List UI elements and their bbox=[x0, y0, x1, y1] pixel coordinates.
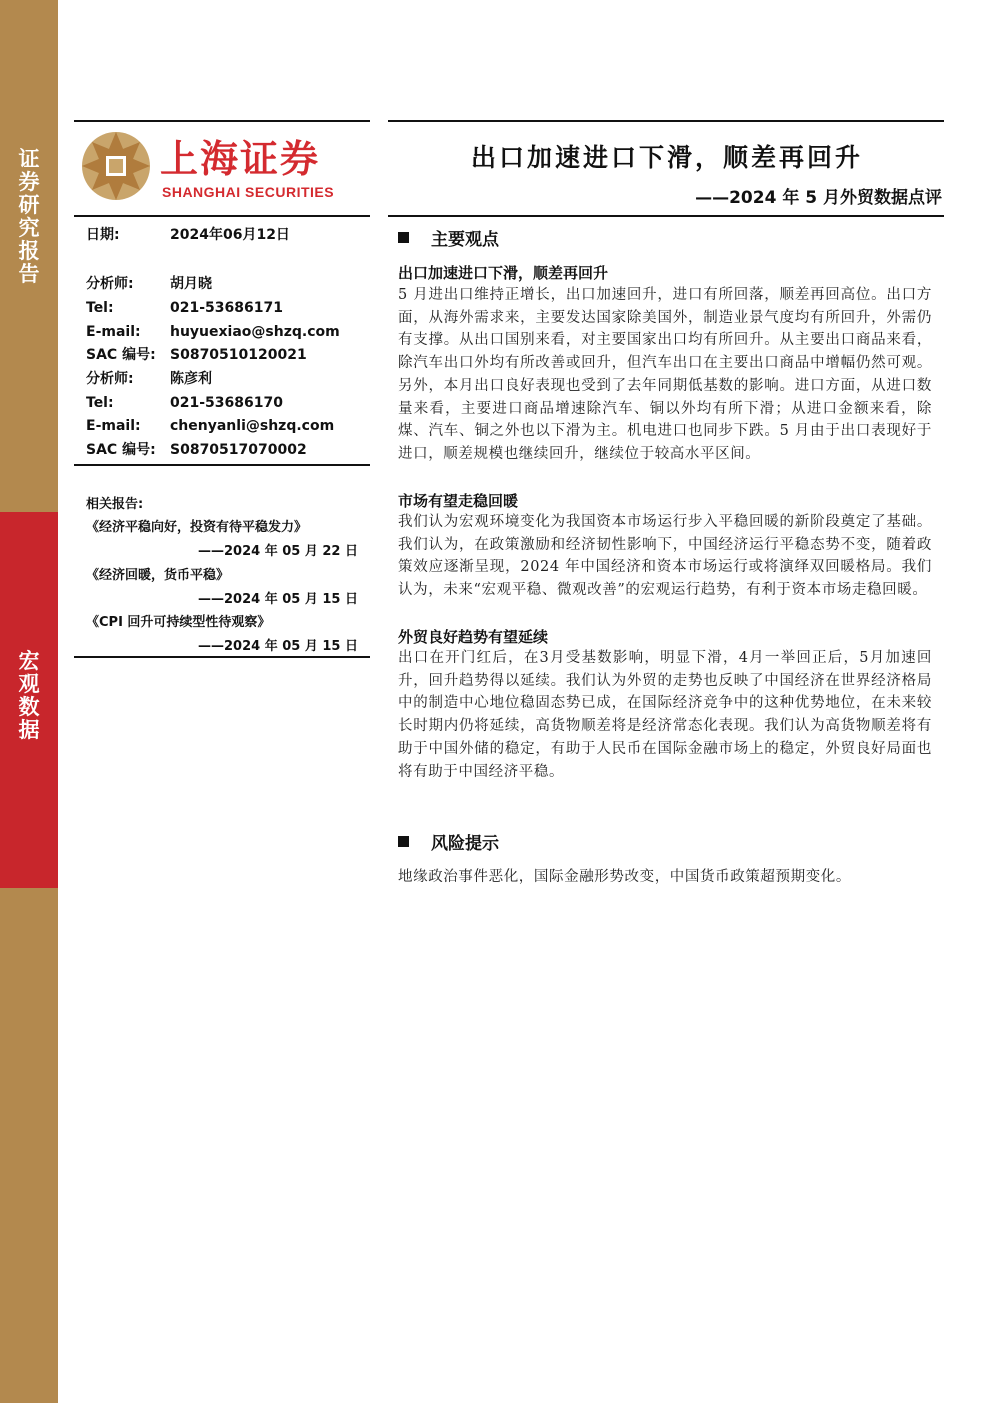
email-label: E-mail: bbox=[86, 418, 141, 434]
section-heading-text: 风险提示 bbox=[431, 834, 499, 854]
analyst-name: 陈彦利 bbox=[170, 371, 212, 387]
sac-value: S0870510120021 bbox=[170, 347, 307, 363]
paragraph-body: 出口在开门红后，在3月受基数影响，明显下滑，4月一举回正后，5月加速回升，回升趋势得以延续。我们认为外贸的走势也反映了中国经济在世界经济格局中的制造中心地位稳固态势已成，在国际经济竞争中的这种优势地位，在未来较长时期内仍将延续，高货物顺差将是经济常态化表现。我们认为高货物顺差将有助于中国外储的稳定，有助于人民币在国际金融市场上的稳定，外贸良好局面也将有助于中国经济平稳。 bbox=[398, 650, 932, 780]
side-label-report-type: 证券研究报告 bbox=[18, 147, 40, 286]
paragraph-title: 外贸良好趋势有望延续 bbox=[398, 628, 549, 646]
date-label: 日期: bbox=[86, 227, 120, 243]
risk-text: 地缘政治事件恶化，国际金融形势改变，中国货币政策超预期变化。 bbox=[398, 869, 851, 885]
sac-label: SAC 编号: bbox=[86, 442, 156, 458]
analyst-name: 胡月晓 bbox=[170, 276, 212, 292]
related-report-date: ——2024 年 05 月 22 日 bbox=[198, 544, 358, 559]
analyst-label: 分析师: bbox=[86, 371, 134, 387]
tel-value: 021-53686170 bbox=[170, 395, 283, 411]
tel-label: Tel: bbox=[86, 395, 114, 411]
tel-label: Tel: bbox=[86, 300, 114, 316]
header-rule-left bbox=[74, 120, 370, 122]
section-heading-key-points bbox=[398, 225, 499, 250]
report-subtitle: ——2024 年 5 月外贸数据点评 bbox=[695, 188, 942, 208]
logo-rule bbox=[74, 215, 370, 217]
sac-value: S0870517070002 bbox=[170, 442, 307, 458]
section-heading-text: 主要观点 bbox=[431, 230, 499, 250]
related-report-date: ——2024 年 05 月 15 日 bbox=[198, 639, 358, 654]
related-report-date: ——2024 年 05 月 15 日 bbox=[198, 592, 358, 607]
logo-name-cn: 上海证券 bbox=[160, 137, 321, 181]
bullet-square-icon bbox=[398, 232, 409, 243]
date-value: 2024年06月12日 bbox=[170, 227, 290, 243]
email-value[interactable]: chenyanli@shzq.com bbox=[170, 418, 335, 434]
section-heading-risk bbox=[398, 829, 499, 854]
paragraph-body: 我们认为宏观环境变化为我国资本市场运行步入平稳回暖的新阶段奠定了基础。我们认为，在政策激励和经济韧性影响下，中国经济运行平稳态势不变，随着政策效应逐渐呈现，2024 年中国经济和资本市场运行或将演绎双回暖格局。我们认为，未来“宏观平稳、微观改善”的宏观运行趋势，有利于资本市场走稳回暖。 bbox=[398, 514, 932, 599]
paragraph-body: 5 月进出口维持正增长，出口加速回升，进口有所回落，顺差再回高位。出口方面，从海外需求来，主要发达国家除美国外，制造业景气度均有所回升，外需仍有支撑。从出口国别来看，对主要国家出口均有所回升。从主要出口商品来看，除汽车出口外均有所改善或回升，但汽车出口在主要出口商品中增幅仍然可观。另外，本月出口良好表现也受到了去年同期低基数的影响。进口方面，从进口数量来看，主要进口商品增速除汽车、铜以外均有所下滑；从进口金额来看，除煤、汽车、铜之外也以下滑为主。机电进口也同步下跌。5 月由于出口表现好于进口，顺差规模也继续回升，继续位于较高水平区间。 bbox=[398, 287, 932, 462]
related-rule bbox=[74, 656, 370, 658]
header-rule-right bbox=[388, 120, 944, 122]
bullet-square-icon bbox=[398, 836, 409, 847]
tel-value: 021-53686171 bbox=[170, 300, 283, 316]
related-reports-heading: 相关报告: bbox=[86, 497, 144, 512]
side-label-category: 宏观数据 bbox=[18, 649, 40, 742]
report-title: 出口加速进口下滑，顺差再回升 bbox=[470, 143, 863, 172]
logo-name-en: SHANGHAI SECURITIES bbox=[162, 184, 335, 200]
paragraph-title: 市场有望走稳回暖 bbox=[398, 492, 519, 510]
email-value[interactable]: huyuexiao@shzq.com bbox=[170, 324, 340, 340]
title-rule bbox=[388, 215, 944, 217]
related-report-title[interactable]: 《CPI 回升可持续型性待观察》 bbox=[86, 615, 271, 630]
related-report-title[interactable]: 《经济平稳向好，投资有待平稳发力》 bbox=[86, 520, 308, 535]
analyst-label: 分析师: bbox=[86, 276, 134, 292]
sac-label: SAC 编号: bbox=[86, 347, 156, 363]
paragraph-title: 出口加速进口下滑，顺差再回升 bbox=[398, 264, 609, 282]
email-label: E-mail: bbox=[86, 324, 141, 340]
related-report-title[interactable]: 《经济回暖，货币平稳》 bbox=[86, 568, 230, 583]
shanghai-securities-logo-icon bbox=[80, 130, 152, 202]
info-rule bbox=[74, 464, 370, 466]
